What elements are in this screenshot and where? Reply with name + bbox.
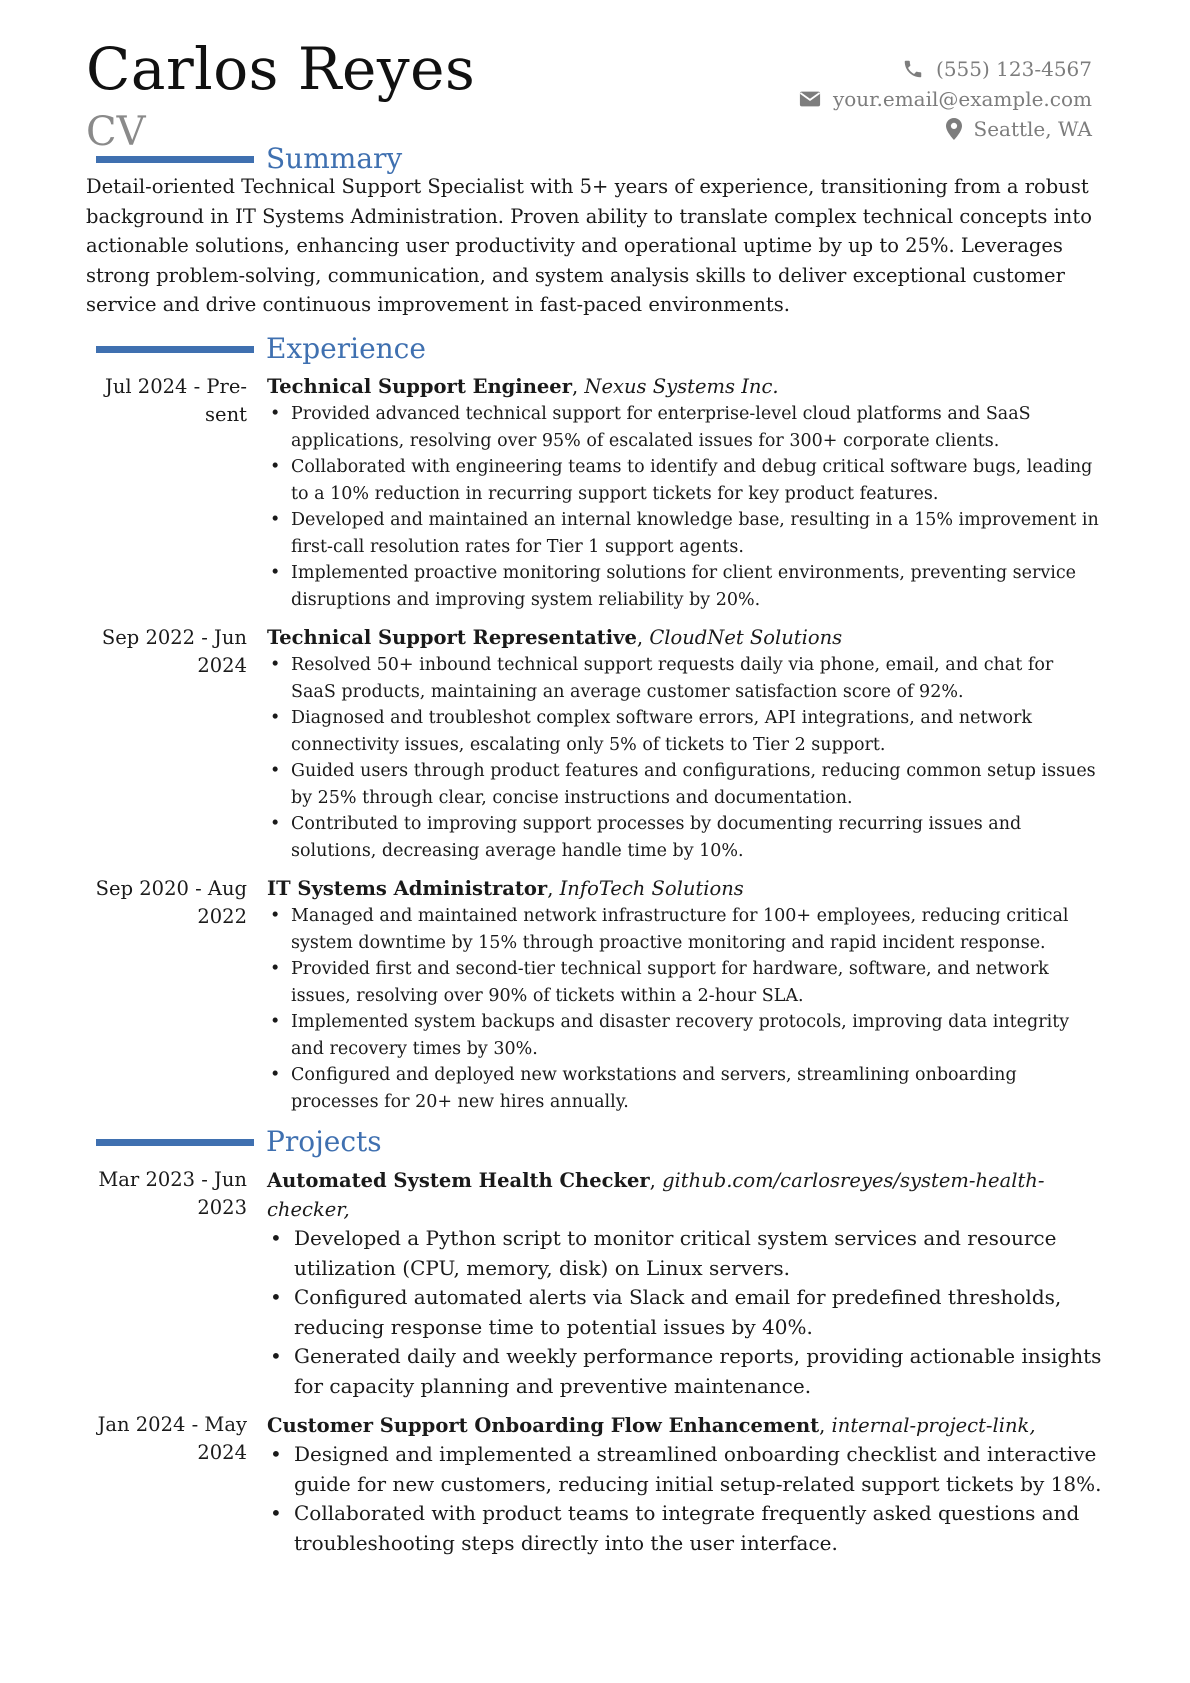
list-item: • Provided advanced technical support for enterprise-level cloud platforms and SaaS applications, resolving over 95% of escalated issues for 300+ corporate clients. [267,401,1103,454]
list-item: • Developed and maintained an internal knowledge base, resulting in a 15% improvement in first-call resolution rates for Tier 1 support agents. [267,507,1103,560]
section-rule [96,156,254,163]
job-role: Technical Support Representative [267,626,637,649]
date-line: 2024 [197,1441,247,1464]
location-text: Seattle, WA [973,117,1092,141]
phone-icon [902,58,924,80]
list-item: • Provided first and second-tier technical support for hardware, software, and network issues, resolving over 90% of tickets within a 2-hour SLA. [267,956,1103,1009]
entry-body [267,624,1103,864]
section-title-projects: Projects [266,1125,382,1158]
date-line: Jul 2024 - Pre- [105,375,247,398]
entry-title: Customer Support Onboarding Flow Enhancement, internal-project-link, [267,1414,1036,1437]
bullet-list [267,401,1103,613]
bullet-list [267,903,1103,1115]
section-title-summary: Summary [266,142,403,175]
phone-text: (555) 123-4567 [936,57,1092,81]
project-name: Automated System Health Checker [267,1169,650,1192]
entry-body [267,373,1103,613]
job-company: Nexus Systems Inc. [584,375,779,398]
email-link[interactable]: your.email@example.com [832,87,1092,111]
entry-title: Technical Support Engineer, Nexus Systems Inc. [267,375,779,398]
project-name: Customer Support Onboarding Flow Enhancement [267,1414,820,1437]
document-subtitle: CV [86,109,146,155]
projects-heading [96,1125,382,1159]
list-item: • Developed a Python script to monitor critical system services and resource utilization (CPU, memory, disk) on Linux servers. [267,1224,1103,1283]
entry-body [267,875,1103,1115]
date-line: Jan 2024 - May [97,1413,247,1436]
list-item: • Contributed to improving support processes by documenting recurring issues and solutions, decreasing average handle time by 10%. [267,811,1103,864]
date-line: 2023 [197,1196,247,1219]
list-item: • Configured and deployed new workstations and servers, streamlining onboarding processes for 20+ new hires annually. [267,1062,1103,1115]
list-item: • Implemented system backups and disaster recovery protocols, improving data integrity and recovery times by 30%. [267,1009,1103,1062]
entry-date [86,875,247,931]
bullet-list [267,652,1103,864]
experience-heading [96,332,426,366]
date-line: sent [205,403,247,426]
project-link[interactable]: github.com/carlosreyes/system-health-checker, [267,1169,1045,1221]
section-rule [96,346,254,353]
list-item: • Generated daily and weekly performance reports, providing actionable insights for capacity planning and preventive maintenance. [267,1342,1103,1401]
candidate-name: Carlos Reyes [86,35,476,103]
summary-text: Detail-oriented Technical Support Specialist with 5+ years of experience, transitioning from a robust background in IT Systems Administration. Proven ability to translate complex technical concepts into actionable solutions, enhancing user productivity and operational uptime by up to 25%. Leverages strong problem-solving, communication, and system analysis skills to deliver exceptional customer service and drive continuous improvement in fast-paced environments. [86,175,1092,316]
list-item: • Guided users through product features and configurations, reducing common setup issues by 25% through clear, concise instructions and documentation. [267,758,1103,811]
section-title-experience: Experience [266,332,426,365]
entry-title: IT Systems Administrator, InfoTech Solutions [267,877,744,900]
envelope-icon [799,90,821,108]
entry-body [267,1166,1103,1401]
job-role: Technical Support Engineer [267,375,572,398]
list-item: • Designed and implemented a streamlined onboarding checklist and interactive guide for new customers, reducing initial setup-related support tickets by 18%. [267,1440,1103,1499]
date-line: Sep 2022 - Jun [101,626,247,649]
list-item: • Collaborated with engineering teams to identify and debug critical software bugs, leading to a 10% reduction in recurring support tickets for key product features. [267,454,1103,507]
list-item: • Implemented proactive monitoring solutions for client environments, preventing service disruptions and improving system reliability by 20%. [267,560,1103,613]
list-item: • Managed and maintained network infrastructure for 100+ employees, reducing critical system downtime by 15% through proactive monitoring and rapid incident response. [267,903,1103,956]
summary-heading [96,142,402,176]
date-line: 2024 [197,654,247,677]
entry-title: Technical Support Representative, CloudNet Solutions [267,626,843,649]
list-item: • Resolved 50+ inbound technical support requests daily via phone, email, and chat for SaaS products, maintaining an average customer satisfaction score of 92%. [267,652,1103,705]
entry-date [86,1411,247,1467]
list-item: • Configured automated alerts via Slack and email for predefined thresholds, reducing response time to potential issues by 40%. [267,1283,1103,1342]
entry-body [267,1411,1103,1558]
date-line: 2022 [197,905,247,928]
contact-phone [799,54,1092,84]
bullet-list [267,1224,1103,1401]
bullet-list [267,1440,1103,1558]
entry-date [86,1166,247,1222]
date-line: Sep 2020 - Aug [95,877,247,900]
project-link[interactable]: internal-project-link, [831,1414,1036,1437]
section-rule [96,1139,254,1146]
contact-block [799,54,1092,144]
job-company: InfoTech Solutions [559,877,744,900]
contact-email [799,84,1092,114]
entry-title: Automated System Health Checker, github.com/carlosreyes/system-health-checker, [267,1169,1045,1221]
map-pin-icon [946,118,962,140]
date-line: Mar 2023 - Jun [98,1168,247,1191]
entry-date [86,624,247,680]
entry-date [86,373,247,429]
list-item: • Diagnosed and troubleshot complex software errors, API integrations, and network connectivity issues, escalating only 5% of tickets to Tier 2 support. [267,705,1103,758]
job-company: CloudNet Solutions [649,626,843,649]
list-item: • Collaborated with product teams to integrate frequently asked questions and troubleshooting steps directly into the user interface. [267,1499,1103,1558]
job-role: IT Systems Administrator [267,877,548,900]
contact-location [799,114,1092,144]
